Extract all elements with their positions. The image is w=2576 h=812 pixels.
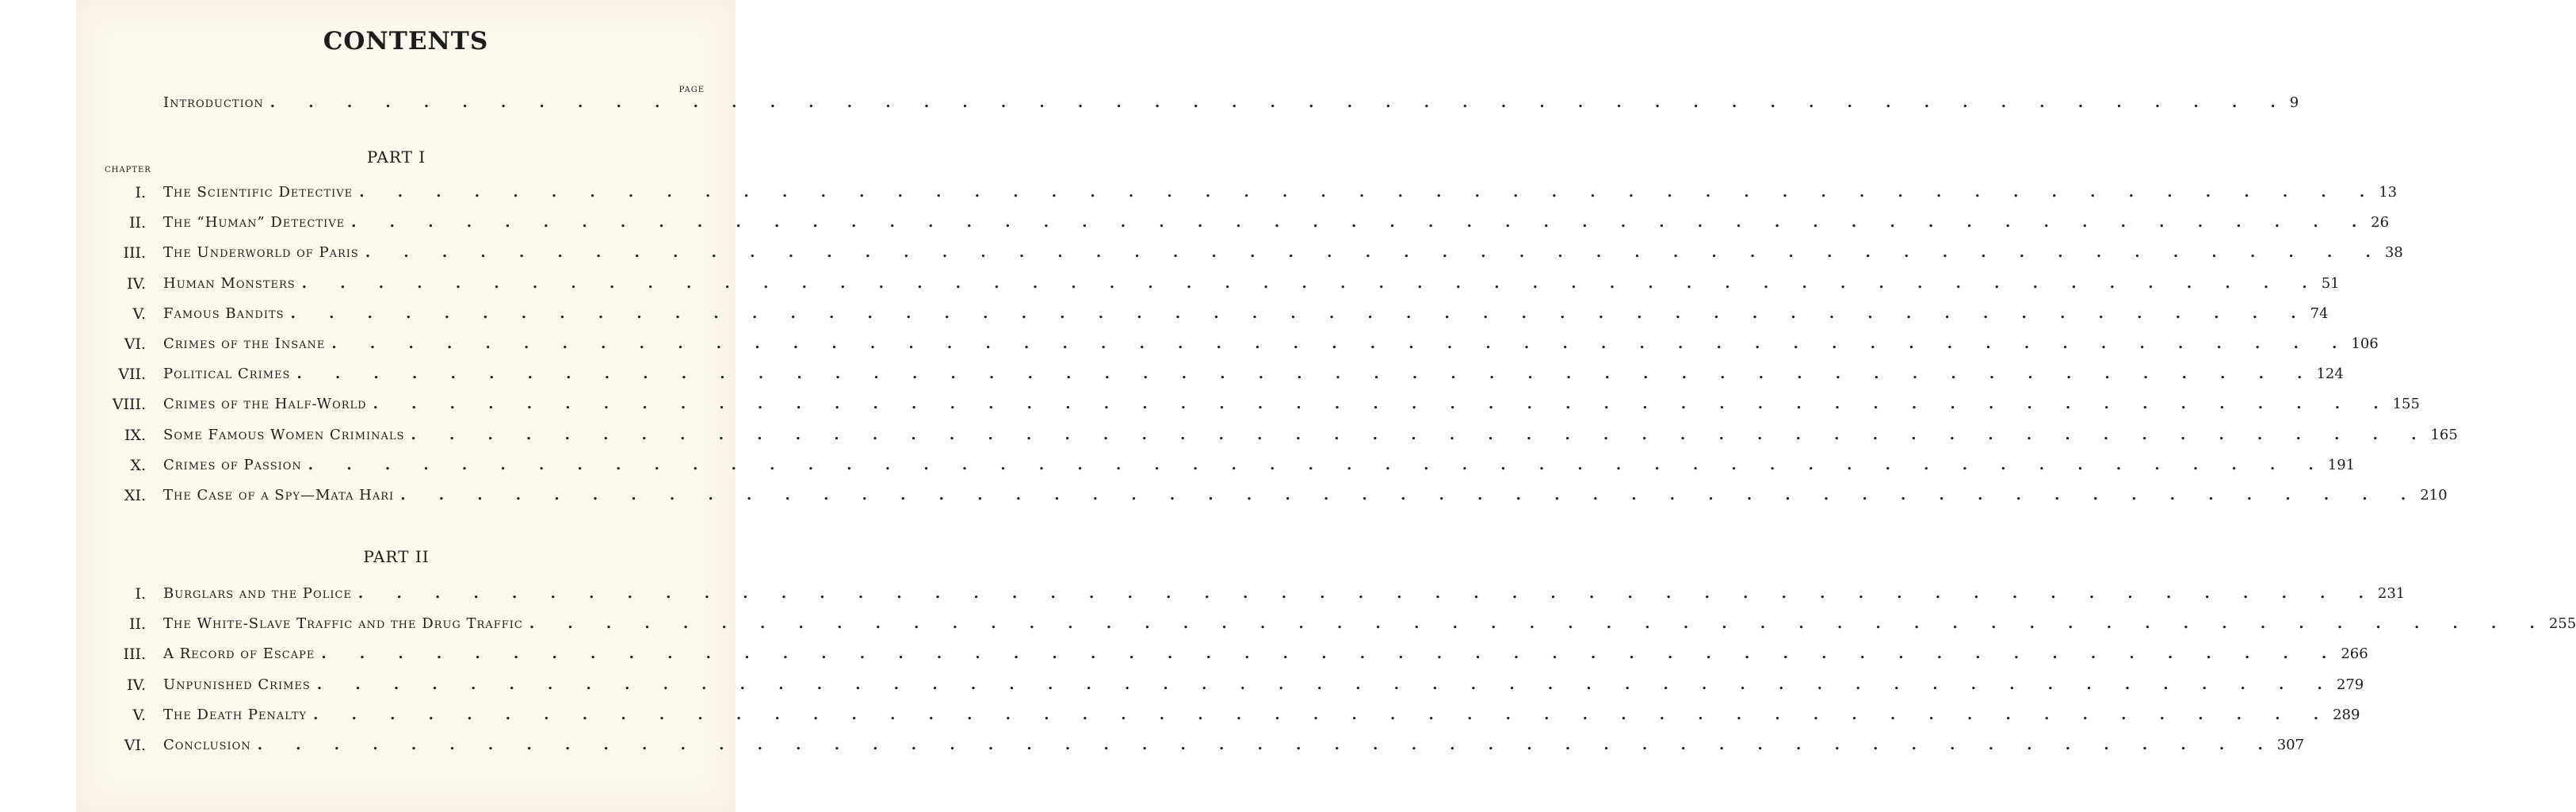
toc-entry <box>0 704 2360 726</box>
toc-entry-body <box>163 643 2368 665</box>
dot-leader: . . . . . . . . . . . . . . . . . . . . . . . . . . . . . . . . . . . . . . . . . . . . . . . . . . . . . <box>359 184 2379 201</box>
dot-leader: . . . . . . . . . . . . . . . . . . . . . . . . . . . . . . . . . . . . . . . . . . . . . . . . . . . . . <box>357 585 2378 602</box>
chapter-page-number: 279 <box>2336 676 2364 693</box>
chapter-title: The Underworld of Paris <box>163 244 359 262</box>
introduction-title: Introduction <box>163 94 264 111</box>
chapter-number: II. <box>128 615 146 634</box>
toc-entry-body <box>163 454 2356 477</box>
toc-entry <box>0 273 2340 295</box>
toc-entry <box>0 212 2390 234</box>
chapter-page-number: 266 <box>2341 645 2368 663</box>
chapter-number: II. <box>128 214 146 232</box>
chapter-page-number: 155 <box>2392 396 2420 413</box>
part-one-heading: PART I <box>366 147 426 167</box>
chapter-number: IV. <box>127 676 146 694</box>
chapter-title: Unpunished Crimes <box>163 676 311 693</box>
dot-leader: . . . . . . . . . . . . . . . . . . . . . . . . . . . . . . . . . . . . . . . . . . . . . . . . . . . . . <box>331 335 2352 352</box>
chapter-number: VI. <box>124 737 146 754</box>
toc-entry <box>0 393 2420 416</box>
dot-leader: . . . . . . . . . . . . . . . . . . . . . . . . . . . . . . . . . . . . . . . . . . . . . . . . . . . . . <box>351 214 2372 232</box>
toc-entry <box>0 674 2364 696</box>
chapter-page-number: 231 <box>2377 585 2406 602</box>
toc-entry <box>0 333 2379 355</box>
chapter-title: The Death Penalty <box>163 706 308 723</box>
toc-entry <box>0 454 2356 477</box>
toc-entry-body <box>163 212 2390 234</box>
toc-entry <box>0 242 2403 264</box>
page-column-label: PAGE <box>678 86 705 94</box>
dot-leader: . . . . . . . . . . . . . . . . . . . . . . . . . . . . . . . . . . . . . . . . . . . . . . . . . . . . . <box>301 274 2322 292</box>
toc-entry-body <box>163 424 2458 446</box>
chapter-title: Burglars and the Police <box>163 585 352 602</box>
chapter-page-number: 191 <box>2327 456 2356 473</box>
toc-entry <box>0 363 2344 385</box>
dot-leader: . . . . . . . . . . . . . . . . . . . . . . . . . . . . . . . . . . . . . . . . . . . . . . . . . . . . . <box>269 94 2290 111</box>
toc-entry-body <box>163 273 2340 295</box>
toc-entry-body <box>163 734 2305 756</box>
toc-entry-body <box>163 303 2329 325</box>
chapter-page-number: 307 <box>2276 737 2305 753</box>
chapter-number: V. <box>132 706 146 724</box>
chapter-title: The Scientific Detective <box>163 184 354 201</box>
chapter-title: Crimes of Passion <box>163 456 302 473</box>
chapter-number: X. <box>130 456 146 474</box>
toc-entry <box>0 182 2398 204</box>
dot-leader: . . . . . . . . . . . . . . . . . . . . . . . . . . . . . . . . . . . . . . . . . . . . . . . . . . . . . <box>529 615 2549 633</box>
chapter-number: IX. <box>124 426 146 444</box>
chapter-number: I. <box>135 585 146 603</box>
chapter-number: IV. <box>127 274 146 293</box>
chapter-title: Famous Bandits <box>163 304 285 322</box>
toc-entry-body <box>163 674 2364 696</box>
toc-entry <box>0 424 2458 446</box>
introduction-page-number: 9 <box>2289 94 2299 111</box>
chapter-title: The White-Slave Traffic and the Drug Traffic <box>163 615 523 633</box>
chapter-title: Some Famous Women Criminals <box>163 426 405 443</box>
toc-entry-introduction <box>0 92 2299 114</box>
chapter-page-number: 13 <box>2379 184 2398 201</box>
chapter-title: Conclusion <box>163 737 251 753</box>
chapter-title: Human Monsters <box>163 274 296 292</box>
chapter-number: V. <box>132 304 146 323</box>
chapter-number: VI. <box>124 335 146 353</box>
toc-entry-body <box>163 92 2299 114</box>
dot-leader: . . . . . . . . . . . . . . . . . . . . . . . . . . . . . . . . . . . . . . . . . . . . . . . . . . . . . <box>321 645 2341 663</box>
dot-leader: . . . . . . . . . . . . . . . . . . . . . . . . . . . . . . . . . . . . . . . . . . . . . . . . . . . . . <box>257 737 2277 753</box>
chapter-number: VII. <box>118 366 146 384</box>
toc-entry-body <box>163 704 2360 726</box>
chapter-title: The “Human” Detective <box>163 214 346 232</box>
toc-entry-body <box>163 363 2344 385</box>
chapter-page-number: 51 <box>2321 274 2340 292</box>
chapter-title: Crimes of the Insane <box>163 335 326 352</box>
chapter-page-number: 106 <box>2351 335 2379 352</box>
chapter-title: Political Crimes <box>163 366 291 383</box>
dot-leader: . . . . . . . . . . . . . . . . . . . . . . . . . . . . . . . . . . . . . . . . . . . . . . . . . . . . . <box>411 426 2431 443</box>
chapter-page-number: 124 <box>2316 366 2344 383</box>
chapter-page-number: 289 <box>2333 706 2360 723</box>
chapter-number: III. <box>123 645 146 664</box>
toc-entry <box>0 583 2406 605</box>
dot-leader: . . . . . . . . . . . . . . . . . . . . . . . . . . . . . . . . . . . . . . . . . . . . . . . . . . . . . <box>400 487 2421 504</box>
toc-entry-body <box>163 182 2398 204</box>
page-title: CONTENTS <box>323 27 489 56</box>
chapter-column-label: CHAPTER <box>105 166 151 174</box>
toc-entry-body <box>163 613 2576 635</box>
chapter-page-number: 74 <box>2310 304 2329 322</box>
dot-leader: . . . . . . . . . . . . . . . . . . . . . . . . . . . . . . . . . . . . . . . . . . . . . . . . . . . . . <box>316 676 2337 693</box>
chapter-title: A Record of Escape <box>163 645 315 663</box>
toc-entry-body <box>163 393 2420 416</box>
toc-entry-body <box>163 333 2379 355</box>
dot-leader: . . . . . . . . . . . . . . . . . . . . . . . . . . . . . . . . . . . . . . . . . . . . . . . . . . . . . <box>373 396 2393 413</box>
toc-entry <box>0 643 2368 665</box>
dot-leader: . . . . . . . . . . . . . . . . . . . . . . . . . . . . . . . . . . . . . . . . . . . . . . . . . . . . . <box>296 366 2317 383</box>
toc-entry <box>0 734 2305 756</box>
chapter-number: VIII. <box>112 396 146 414</box>
chapter-number: III. <box>123 244 146 262</box>
dot-leader: . . . . . . . . . . . . . . . . . . . . . . . . . . . . . . . . . . . . . . . . . . . . . . . . . . . . . <box>365 244 2385 262</box>
toc-entry-body <box>163 583 2406 605</box>
chapter-title: Crimes of the Half-World <box>163 396 367 413</box>
toc-entry <box>0 303 2329 325</box>
dot-leader: . . . . . . . . . . . . . . . . . . . . . . . . . . . . . . . . . . . . . . . . . . . . . . . . . . . . . <box>290 304 2310 322</box>
chapter-page-number: 165 <box>2430 426 2458 443</box>
chapter-number: I. <box>135 184 146 201</box>
chapter-number: XI. <box>124 487 146 504</box>
toc-entry <box>0 485 2448 507</box>
chapter-page-number: 38 <box>2384 244 2403 262</box>
part-two-heading: PART II <box>363 547 430 566</box>
toc-entry-body <box>163 242 2403 264</box>
chapter-page-number: 210 <box>2420 487 2448 504</box>
dot-leader: . . . . . . . . . . . . . . . . . . . . . . . . . . . . . . . . . . . . . . . . . . . . . . . . . . . . . <box>308 456 2328 473</box>
toc-entry-body <box>163 485 2448 507</box>
chapter-page-number: 26 <box>2371 214 2390 232</box>
chapter-title: The Case of a Spy—Mata Hari <box>163 487 395 504</box>
chapter-page-number: 255 <box>2548 615 2576 633</box>
dot-leader: . . . . . . . . . . . . . . . . . . . . . . . . . . . . . . . . . . . . . . . . . . . . . . . . . . . . . <box>313 706 2333 723</box>
toc-entry <box>0 613 2576 635</box>
